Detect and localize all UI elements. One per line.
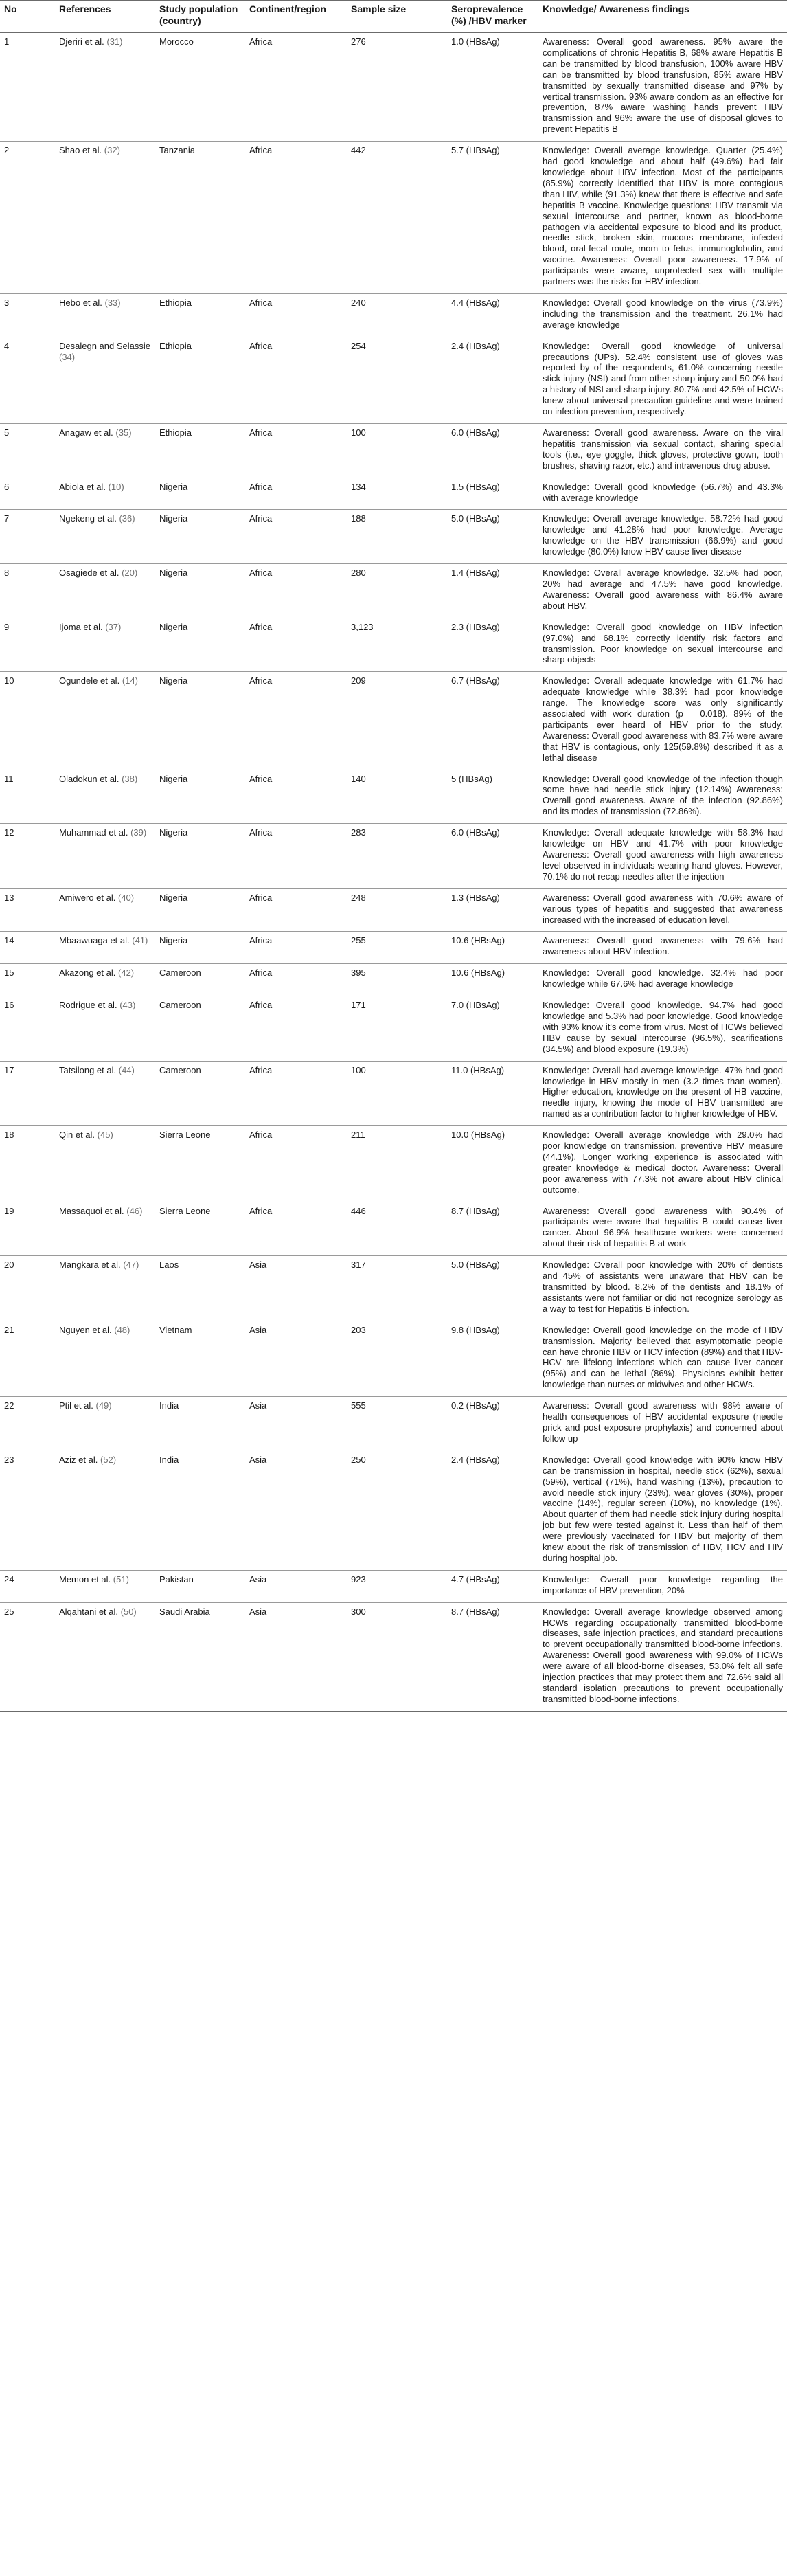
findings-cell: Knowledge: Overall average knowledge observed among HCWs regarding occupationally transmitted blood-borne diseases, safe injection practices, and standard precautions to prevent occupationally transmitted blood-borne infections. Awareness: Overall good awareness with 99.0% of HCWs were aware of all blood-borne diseases, 53.0% felt all safe injection practices that may protect them and 72.6% said all standard isolation precautions to prevent occupationally transmitted blood-borne infections. [538,1602,787,1711]
continent-cell: Africa [245,672,347,770]
row-number: 16 [0,996,55,1062]
reference-name: Tatsilong et al. [59,1064,117,1075]
population-cell: Laos [155,1256,245,1321]
sample-size-cell: 240 [347,293,447,337]
sample-size-cell: 276 [347,33,447,142]
header-no: No [0,1,55,33]
table-row [0,672,787,770]
reference-cell [55,824,155,889]
continent-cell: Africa [245,1061,347,1126]
continent-cell: Africa [245,1126,347,1202]
reference-name: Desalegn and Selassie [59,340,150,351]
continent-cell: Africa [245,932,347,964]
citation-link[interactable]: (35) [115,427,132,438]
header-findings: Knowledge/ Awareness findings [538,1,787,33]
reference-cell [55,672,155,770]
seroprevalence-cell: 1.5 (HBsAg) [447,478,538,510]
reference-name: Aziz et al. [59,1454,98,1465]
seroprevalence-cell: 1.3 (HBsAg) [447,888,538,932]
row-number: 9 [0,618,55,672]
sample-size-cell: 254 [347,337,447,423]
continent-cell: Africa [245,888,347,932]
seroprevalence-cell: 2.4 (HBsAg) [447,337,538,423]
findings-cell: Knowledge: Overall average knowledge. 32.5% had poor, 20% had average and 47.5% have good knowledge. Awareness: Overall good awareness with 86.4% aware about HBV. [538,564,787,618]
findings-cell: Awareness: Overall good awareness. 95% aware the complications of chronic Hepatitis B, 68% aware Hepatitis B can be transmitted by blood transfusion, 100% aware HBV can be transmitted by blood transfusion, 85% aware HBV transmitted by sexually transmitted disease and 97% by vertical transmission. 93% aware condom as an effective for prevention, 87% aware washing hands prevent HBV transmission and 96% aware the use of disposal gloves to prevent Hepatitis B [538,33,787,142]
population-cell: Pakistan [155,1570,245,1602]
findings-cell: Knowledge: Overall poor knowledge regarding the importance of HBV prevention, 20% [538,1570,787,1602]
sample-size-cell: 211 [347,1126,447,1202]
sample-size-cell: 300 [347,1602,447,1711]
table-row [0,424,787,478]
reference-name: Massaquoi et al. [59,1205,124,1216]
reference-name: Anagaw et al. [59,427,113,438]
findings-cell: Knowledge: Overall adequate knowledge with 58.3% had knowledge on HBV and 41.7% with poor knowledge Awareness: Overall good awareness with high awareness level observed in individuals wearing hand gloves. However, 70.1% do not recap needles after the injection [538,824,787,889]
table-row [0,1570,787,1602]
row-number: 11 [0,770,55,824]
population-cell: Nigeria [155,618,245,672]
reference-name: Ngekeng et al. [59,513,117,524]
row-number: 23 [0,1451,55,1570]
sample-size-cell: 923 [347,1570,447,1602]
reference-name: Amiwero et al. [59,892,116,903]
reference-cell [55,564,155,618]
table-row [0,932,787,964]
findings-cell: Knowledge: Overall good knowledge of the infection though some have had needle stick injury (12.14%) Awareness: Overall good awareness. Aware of the infection (92.86%) and its modes of transmission (72.86%). [538,770,787,824]
seroprevalence-cell: 7.0 (HBsAg) [447,996,538,1062]
population-cell: India [155,1397,245,1451]
sample-size-cell: 248 [347,888,447,932]
seroprevalence-cell: 8.7 (HBsAg) [447,1202,538,1256]
sample-size-cell: 446 [347,1202,447,1256]
table-row [0,564,787,618]
citation-link[interactable]: (14) [122,675,138,686]
row-number: 22 [0,1397,55,1451]
reference-name: Djeriri et al. [59,36,104,47]
row-number: 4 [0,337,55,423]
continent-cell: Africa [245,964,347,996]
findings-cell: Knowledge: Overall adequate knowledge with 61.7% had adequate knowledge while 38.3% had poor knowledge range. The knowledge score was only significantly associated with work duration (p = 0.018). 89% of the participants ever heard of HBV prior to the study. Awareness: Overall good awareness with 83.7% were aware that HBV is contagious, only 125(59.8%) described it as a lethal disease [538,672,787,770]
row-number: 20 [0,1256,55,1321]
sample-size-cell: 283 [347,824,447,889]
table-row [0,1602,787,1711]
continent-cell: Africa [245,33,347,142]
table-row [0,337,787,423]
row-number: 24 [0,1570,55,1602]
findings-cell: Knowledge: Overall good knowledge of universal precautions (UPs). 52.4% consistent use of gloves was reported by of the respondents, 61.0% concerning needle stick injury (NSI) and from other sharp injury and 50.0% had a history of NSI and sharp injury. 80.7% and 42.5% of HCWs knew about universal precaution guideline and were trained on infection prevention, respectively. [538,337,787,423]
sample-size-cell: 100 [347,424,447,478]
sample-size-cell: 100 [347,1061,447,1126]
population-cell: Sierra Leone [155,1202,245,1256]
citation-link[interactable]: (34) [59,351,76,362]
population-cell: Nigeria [155,478,245,510]
reference-cell [55,1602,155,1711]
reference-cell [55,1061,155,1126]
reference-name: Ogundele et al. [59,675,120,686]
seroprevalence-cell: 0.2 (HBsAg) [447,1397,538,1451]
reference-cell [55,424,155,478]
findings-cell: Knowledge: Overall good knowledge. 94.7% had good knowledge and 5.3% had poor knowledge. Good knowledge with 93% know it's come from virus. Most of HCWs believed HBV cause by sexual intercourse (96.5%), scarifications (34.5%) and blood exposure (19.3%) [538,996,787,1062]
table-row [0,1397,787,1451]
reference-name: Abiola et al. [59,481,106,492]
citation-link[interactable]: (38) [122,773,138,784]
findings-cell: Awareness: Overall good awareness. Aware on the viral hepatitis transmission via sexual contact, sharing special tools (i.e., eye goggle, thick gloves, protective gown, tooth brushes, shaving razor, etc.) and intravenous drug abuse. [538,424,787,478]
row-number: 21 [0,1321,55,1396]
row-number: 15 [0,964,55,996]
seroprevalence-cell: 1.4 (HBsAg) [447,564,538,618]
seroprevalence-cell: 9.8 (HBsAg) [447,1321,538,1396]
continent-cell: Africa [245,478,347,510]
reference-cell [55,1321,155,1396]
findings-cell: Awareness: Overall good awareness with 98% aware of health consequences of HBV accidental exposure (needle prick and post exposure prophylaxis) and concerned about follow up [538,1397,787,1451]
reference-cell [55,618,155,672]
population-cell: Nigeria [155,932,245,964]
sample-size-cell: 280 [347,564,447,618]
findings-cell: Knowledge: Overall average knowledge. Quarter (25.4%) had good knowledge and about half (49.6%) had fair knowledge about HBV infection. Most of the participants (85.9%) correctly identified that HBV is more contagious than HIV, while (91.3%) knew that there is effective and safe hepatitis B vaccine. Knowledge questions: HBV transmit via sexual intercourse and partner, known as blood-borne pathogen via accidental exposure to blood and its product, needle stick, broken skin, mucous membrane, infected blood, oral-fecal route, mom to fetus, immunoglobulin, and vaccine. Awareness: Overall poor awareness. 17.9% of participants were aware, unprotected sex with multiple partners was the risks for HBV infection. [538,142,787,294]
reference-name: Qin et al. [59,1130,95,1141]
sample-size-cell: 140 [347,770,447,824]
population-cell: Cameroon [155,996,245,1062]
continent-cell: Africa [245,618,347,672]
reference-name: Memon et al. [59,1573,111,1584]
sample-size-cell: 442 [347,142,447,294]
sample-size-cell: 3,123 [347,618,447,672]
population-cell: Cameroon [155,964,245,996]
population-cell: Sierra Leone [155,1126,245,1202]
reference-cell [55,1202,155,1256]
sample-size-cell: 203 [347,1321,447,1396]
citation-link[interactable]: (48) [114,1324,130,1335]
header-continent: Continent/region [245,1,347,33]
population-cell: Ethiopia [155,424,245,478]
table-row [0,964,787,996]
table-row [0,1321,787,1396]
findings-cell: Knowledge: Overall average knowledge with 29.0% had poor knowledge on transmission, preventive HBV measure (44.1%). Longer working experience is associated with greater knowledge & medical doctor. Awareness: Overall poor awareness with 77.3% not aware about HBV clinical outcome. [538,1126,787,1202]
reference-cell [55,996,155,1062]
seroprevalence-cell: 10.6 (HBsAg) [447,932,538,964]
citation-link[interactable]: (45) [97,1130,113,1141]
sample-size-cell: 209 [347,672,447,770]
citation-link[interactable]: (49) [95,1400,112,1411]
row-number: 8 [0,564,55,618]
citation-link[interactable]: (50) [120,1606,137,1617]
header-population: Study population (country) [155,1,245,33]
continent-cell: Asia [245,1602,347,1711]
findings-cell: Knowledge: Overall good knowledge on the virus (73.9%) including the transmission and the treatment. 26.1% had average knowledge [538,293,787,337]
population-cell: Morocco [155,33,245,142]
population-cell: India [155,1451,245,1570]
citation-link[interactable]: (41) [132,935,148,946]
citation-link[interactable]: (20) [122,568,138,579]
population-cell: Nigeria [155,510,245,564]
seroprevalence-cell: 8.7 (HBsAg) [447,1602,538,1711]
row-number: 14 [0,932,55,964]
row-number: 13 [0,888,55,932]
continent-cell: Africa [245,564,347,618]
row-number: 2 [0,142,55,294]
sample-size-cell: 250 [347,1451,447,1570]
table-body [0,33,787,1712]
reference-cell [55,478,155,510]
table-row [0,142,787,294]
reference-name: Ptil et al. [59,1400,93,1411]
population-cell: Tanzania [155,142,245,294]
row-number: 7 [0,510,55,564]
reference-name: Rodrigue et al. [59,1000,117,1011]
table-row [0,510,787,564]
continent-cell: Africa [245,824,347,889]
population-cell: Vietnam [155,1321,245,1396]
seroprevalence-cell: 5 (HBsAg) [447,770,538,824]
header-row [0,1,787,33]
reference-name: Alqahtani et al. [59,1606,119,1617]
citation-link[interactable]: (42) [118,967,135,978]
table-row [0,1451,787,1570]
reference-cell [55,932,155,964]
reference-name: Muhammad et al. [59,827,128,838]
continent-cell: Africa [245,337,347,423]
reference-cell [55,1126,155,1202]
row-number: 19 [0,1202,55,1256]
row-number: 1 [0,33,55,142]
population-cell: Ethiopia [155,337,245,423]
sample-size-cell: 171 [347,996,447,1062]
citation-link[interactable]: (31) [106,36,123,47]
table-row [0,618,787,672]
findings-cell: Knowledge: Overall poor knowledge with 20% of dentists and 45% of assistants were unaware that HBV can be transmitted by blood. 8.2% of the dentists and 18.1% of assistants were not familiar or did not recognize serology as a way to test for Hepatitis B infection. [538,1256,787,1321]
population-cell: Nigeria [155,824,245,889]
table-row [0,478,787,510]
seroprevalence-cell: 2.3 (HBsAg) [447,618,538,672]
population-cell: Ethiopia [155,293,245,337]
seroprevalence-cell: 10.6 (HBsAg) [447,964,538,996]
reference-cell [55,964,155,996]
continent-cell: Asia [245,1451,347,1570]
continent-cell: Africa [245,424,347,478]
reference-cell [55,1451,155,1570]
table-row [0,33,787,142]
citation-link[interactable]: (39) [130,827,147,838]
sample-size-cell: 555 [347,1397,447,1451]
population-cell: Cameroon [155,1061,245,1126]
population-cell: Saudi Arabia [155,1602,245,1711]
findings-cell: Knowledge: Overall had average knowledge. 47% had good knowledge in HBV mostly in men (3.2 times than women). Higher education, knowledge on the present of HB vaccine, needle injury, knowing the mode of HBV transmitted are named as a contribution factor to higher knowledge of HBV. [538,1061,787,1126]
reference-name: Oladokun et al. [59,773,119,784]
reference-cell [55,1256,155,1321]
table-row [0,1061,787,1126]
findings-cell: Knowledge: Overall good knowledge with 90% know HBV can be transmission in hospital, needle stick (62%), sexual (59%), vertical (71%), hand washing (13%), precaution to avoid needle stick injury (23%), wear gloves (30%), proper vaccine (14%), regular screen (10%), no knowledge (1%). About quarter of them had needle stick injury during hospital job but few were tested against it. Less than half of them were previously vaccinated for HBV but majority of them knew about the risk of transmission of HBV, HCV and HIV during hospital job. [538,1451,787,1570]
header-references: References [55,1,155,33]
continent-cell: Africa [245,293,347,337]
table-header [0,1,787,33]
continent-cell: Asia [245,1570,347,1602]
reference-cell [55,1397,155,1451]
citation-link[interactable]: (37) [105,621,122,632]
table-row [0,293,787,337]
seroprevalence-cell: 4.4 (HBsAg) [447,293,538,337]
seroprevalence-cell: 4.7 (HBsAg) [447,1570,538,1602]
citation-link[interactable]: (32) [104,145,120,156]
continent-cell: Africa [245,770,347,824]
continent-cell: Africa [245,996,347,1062]
citation-link[interactable]: (43) [119,1000,136,1011]
citation-link[interactable]: (44) [118,1064,135,1075]
population-cell: Nigeria [155,770,245,824]
citation-link[interactable]: (10) [108,481,124,492]
reference-name: Mangkara et al. [59,1259,121,1270]
row-number: 25 [0,1602,55,1711]
reference-name: Nguyen et al. [59,1324,112,1335]
findings-cell: Knowledge: Overall good knowledge (56.7%) and 43.3% with average knowledge [538,478,787,510]
continent-cell: Asia [245,1256,347,1321]
table-row [0,1202,787,1256]
reference-name: Hebo et al. [59,297,102,308]
citation-link[interactable]: (47) [123,1259,139,1270]
reference-cell [55,337,155,423]
seroprevalence-cell: 10.0 (HBsAg) [447,1126,538,1202]
seroprevalence-cell: 6.0 (HBsAg) [447,824,538,889]
header-seroprevalence: Seroprevalence (%) /HBV marker [447,1,538,33]
seroprevalence-cell: 2.4 (HBsAg) [447,1451,538,1570]
citation-link[interactable]: (33) [104,297,121,308]
findings-cell: Awareness: Overall good awareness with 79.6% had awareness about HBV infection. [538,932,787,964]
reference-name: Mbaawuaga et al. [59,935,130,946]
table-row [0,888,787,932]
seroprevalence-cell: 5.0 (HBsAg) [447,510,538,564]
continent-cell: Africa [245,1202,347,1256]
row-number: 5 [0,424,55,478]
reference-cell [55,33,155,142]
findings-cell: Knowledge: Overall good knowledge. 32.4% had poor knowledge while 67.6% had average knowledge [538,964,787,996]
table-row [0,1126,787,1202]
sample-size-cell: 188 [347,510,447,564]
citation-link[interactable]: (36) [119,513,135,524]
seroprevalence-cell: 5.0 (HBsAg) [447,1256,538,1321]
citation-link[interactable]: (51) [113,1573,129,1584]
table-row [0,770,787,824]
reference-name: Ijoma et al. [59,621,103,632]
findings-cell: Awareness: Overall good awareness with 90.4% of participants were aware that hepatitis B could cause liver cancer. About 96.9% healthcare workers were concerned about their risk of hepatitis B at work [538,1202,787,1256]
reference-cell [55,142,155,294]
table-row [0,1256,787,1321]
citation-link[interactable]: (52) [100,1454,117,1465]
row-number: 17 [0,1061,55,1126]
table-row [0,824,787,889]
population-cell: Nigeria [155,564,245,618]
reference-cell [55,770,155,824]
sample-size-cell: 317 [347,1256,447,1321]
findings-cell: Knowledge: Overall good knowledge on the mode of HBV transmission. Majority believed that asymptomatic people can have chronic HBV or HCV infection (89%) and that HBV-HCV are lifelong infections which can cause liver cancer (95%) and can be lethal (86%). Physicians exhibit better knowledge than nurses or midwives and other HCWs. [538,1321,787,1396]
seroprevalence-cell: 6.7 (HBsAg) [447,672,538,770]
header-sample-size: Sample size [347,1,447,33]
findings-cell: Awareness: Overall good awareness with 70.6% aware of various types of hepatitis and suggested that awareness increased with the increased of education level. [538,888,787,932]
seroprevalence-cell: 11.0 (HBsAg) [447,1061,538,1126]
reference-cell [55,293,155,337]
reference-name: Akazong et al. [59,967,116,978]
continent-cell: Asia [245,1397,347,1451]
continent-cell: Asia [245,1321,347,1396]
seroprevalence-cell: 6.0 (HBsAg) [447,424,538,478]
reference-cell [55,1570,155,1602]
row-number: 18 [0,1126,55,1202]
continent-cell: Africa [245,510,347,564]
reference-name: Osagiede et al. [59,568,119,579]
seroprevalence-cell: 1.0 (HBsAg) [447,33,538,142]
findings-cell: Knowledge: Overall average knowledge. 58.72% had good knowledge and 41.28% had poor knowledge. Average knowledge on the HBV transmission (66.9%) and good knowledge (80.0%) know HBV cause liver disease [538,510,787,564]
row-number: 6 [0,478,55,510]
row-number: 3 [0,293,55,337]
reference-cell [55,888,155,932]
sample-size-cell: 395 [347,964,447,996]
reference-name: Shao et al. [59,145,102,156]
findings-cell: Knowledge: Overall good knowledge on HBV infection (97.0%) and 68.1% correctly identify risk factors and transmission. Poor knowledge on sexual intercourse and sharp objects [538,618,787,672]
seroprevalence-cell: 5.7 (HBsAg) [447,142,538,294]
citation-link[interactable]: (40) [118,892,135,903]
table-row [0,996,787,1062]
sample-size-cell: 255 [347,932,447,964]
population-cell: Nigeria [155,672,245,770]
citation-link[interactable]: (46) [126,1205,143,1216]
sample-size-cell: 134 [347,478,447,510]
continent-cell: Africa [245,142,347,294]
row-number: 10 [0,672,55,770]
population-cell: Nigeria [155,888,245,932]
row-number: 12 [0,824,55,889]
reference-cell [55,510,155,564]
